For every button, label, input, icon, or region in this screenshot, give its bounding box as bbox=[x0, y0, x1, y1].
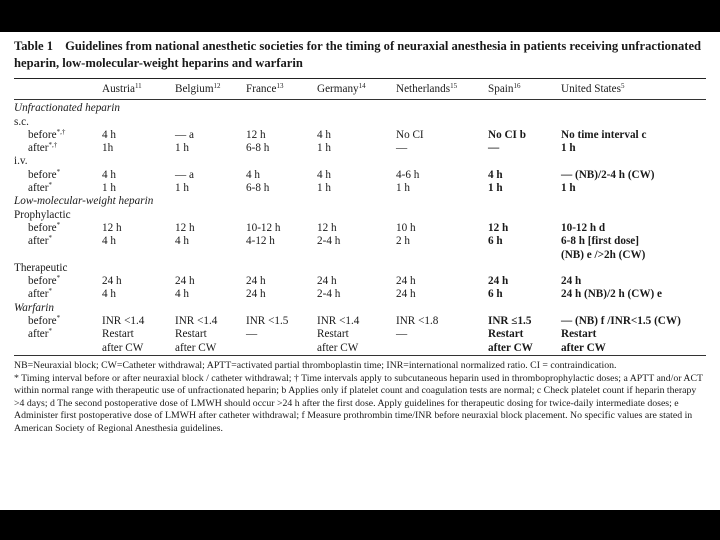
group-row bbox=[14, 209, 706, 222]
table-cell: — a bbox=[175, 168, 194, 181]
footnote-abbreviations: NB=Neuraxial block; CW=Catheter withdrawal; APTT=activated partial thromboplastin time; INR=international normalized ratio. CI = contraindication. bbox=[14, 359, 617, 371]
section-label: Unfractionated heparin bbox=[14, 102, 120, 115]
table-cell bbox=[488, 249, 561, 262]
table-header-row bbox=[14, 79, 706, 100]
table-cell: 6-8 h bbox=[246, 142, 270, 155]
table-cell: No CI bbox=[396, 128, 424, 141]
table-cell: 12 h bbox=[175, 221, 195, 234]
table-cell: Restart bbox=[488, 328, 524, 341]
table-cell: INR <1.4 bbox=[102, 315, 145, 328]
table-body bbox=[14, 102, 706, 355]
table-row bbox=[14, 342, 706, 355]
table-cell: — bbox=[396, 142, 408, 155]
row-label bbox=[14, 249, 102, 262]
group-row bbox=[14, 262, 706, 275]
table-cell: 4 h bbox=[317, 128, 331, 141]
table-cell: Restart bbox=[561, 328, 597, 341]
table-cell: — bbox=[246, 328, 258, 341]
table-cell: 1 h bbox=[175, 182, 189, 195]
table-cell: 4-6 h bbox=[396, 168, 420, 181]
table-cell: 2 h bbox=[396, 235, 410, 248]
section-label: Low-molecular-weight heparin bbox=[14, 195, 154, 208]
table-cell: — (NB) f /INR<1.5 (CW) bbox=[561, 315, 681, 328]
column-header: Germany$^{14}$ bbox=[317, 82, 366, 95]
table-cell: 4 h bbox=[246, 168, 260, 181]
table-row bbox=[14, 129, 706, 142]
section-row bbox=[14, 302, 706, 315]
table-cell: INR <1.4 bbox=[175, 315, 218, 328]
table-cell: 1 h bbox=[488, 182, 503, 195]
table-caption bbox=[14, 38, 706, 72]
table-cell: 6 h bbox=[488, 288, 503, 301]
table-cell: 24 h bbox=[246, 288, 266, 301]
table-cell: 24 h (NB)/2 h (CW) e bbox=[561, 288, 662, 301]
table-row bbox=[14, 142, 706, 155]
table-cell bbox=[396, 249, 488, 262]
table-cell: Restart bbox=[102, 328, 134, 341]
table-cell: 6-8 h bbox=[246, 182, 270, 195]
column-header: Austria$^{11}$ bbox=[102, 82, 142, 95]
table-number: Table 1 bbox=[14, 39, 54, 53]
table-cell: 10-12 h d bbox=[561, 221, 606, 234]
table-cell: 4 h bbox=[102, 288, 116, 301]
table-cell: 4 h bbox=[102, 128, 116, 141]
row-label: before* bbox=[28, 167, 61, 181]
row-label: after* bbox=[28, 327, 52, 341]
group-row bbox=[14, 155, 706, 168]
table-cell: after CW bbox=[561, 341, 606, 354]
table-cell: 24 h bbox=[561, 275, 582, 288]
table-cell: 2-4 h bbox=[317, 288, 341, 301]
table-cell: 10-12 h bbox=[246, 221, 281, 234]
section-row bbox=[14, 195, 706, 208]
table-cell: 24 h bbox=[396, 275, 416, 288]
table-cell: 4 h bbox=[102, 168, 116, 181]
row-label: before*,† bbox=[28, 127, 66, 141]
table-cell: — bbox=[396, 328, 408, 341]
table-cell: — bbox=[488, 142, 500, 155]
table-cell: 4 h bbox=[102, 235, 116, 248]
table-cell: 4 h bbox=[175, 235, 189, 248]
table-document bbox=[14, 38, 706, 436]
group-row bbox=[14, 116, 706, 129]
table-cell: after CW bbox=[317, 341, 359, 354]
table-cell: 10 h bbox=[396, 221, 416, 234]
table-cell bbox=[246, 342, 317, 355]
table-cell: 1 h bbox=[102, 182, 116, 195]
table-cell: Restart bbox=[317, 328, 349, 341]
table-row bbox=[14, 315, 706, 328]
table-title: Guidelines from national anesthetic societies for the timing of neuraxial anesthesia in patients receiving unfractionated heparin, low-molecular-weight heparins and warfarin bbox=[14, 39, 702, 70]
row-label: after* bbox=[28, 234, 52, 248]
table-cell: after CW bbox=[102, 341, 144, 354]
table-cell: 2-4 h bbox=[317, 235, 341, 248]
table-row bbox=[14, 249, 706, 262]
table-cell: 24 h bbox=[246, 275, 266, 288]
table-cell: 24 h bbox=[488, 275, 509, 288]
table-cell: after CW bbox=[175, 341, 217, 354]
table-cell: 1 h bbox=[175, 142, 189, 155]
table-cell: 1 h bbox=[317, 142, 331, 155]
table-cell: INR ≤1.5 bbox=[488, 315, 532, 328]
slide-canvas bbox=[0, 32, 720, 510]
group-label: s.c. bbox=[14, 115, 29, 128]
group-label: Prophylactic bbox=[14, 208, 71, 221]
table-cell: 4 h bbox=[175, 288, 189, 301]
table-cell: after CW bbox=[488, 341, 533, 354]
table-cell: — a bbox=[175, 128, 194, 141]
table-cell: INR <1.4 bbox=[317, 315, 360, 328]
row-label: before* bbox=[28, 220, 61, 234]
table-cell: 24 h bbox=[102, 275, 122, 288]
table-row bbox=[14, 235, 706, 248]
row-label: before* bbox=[28, 274, 61, 288]
table-cell: 1h bbox=[102, 142, 114, 155]
table-cell: 6 h bbox=[488, 235, 503, 248]
footnote-notes: * Timing interval before or after neuraxial block / catheter withdrawal; † Time intervals apply to subcutaneous heparin used in thromboprophylactic doses; a APTT and/or ACT within normal range with therapeutic use of unfractionated heparin; b Applies only if platelet count and coagulation tests are normal; c Check platelet count if heparin therapy >4 days; d The second postoperative dose of LMWH should occur >24 h after the first dose. Apply guidelines for therapeutic dosing for twice-daily intermediate doses; e Administer first postoperative dose of LMWH after catheter withdrawal; f Measure prothrombin time/INR before neuraxial block placement. No specific values are stated in American Society of Regional Anesthesia guidelines. bbox=[14, 372, 703, 434]
table-row bbox=[14, 169, 706, 182]
table-cell: 1 h bbox=[561, 182, 576, 195]
table-cell: 1 h bbox=[396, 182, 410, 195]
table-row bbox=[14, 288, 706, 301]
section-label: Warfarin bbox=[14, 301, 54, 314]
group-label: i.v. bbox=[14, 155, 28, 168]
table-cell: 24 h bbox=[396, 288, 416, 301]
column-header bbox=[14, 79, 102, 100]
table-cell: 24 h bbox=[317, 275, 337, 288]
column-header: United States$^5$ bbox=[561, 82, 625, 95]
table-row bbox=[14, 275, 706, 288]
table-cell: 12 h bbox=[317, 221, 337, 234]
column-header: France$^{13}$ bbox=[246, 82, 284, 95]
table-cell: No CI b bbox=[488, 128, 526, 141]
table-cell: 12 h bbox=[246, 128, 266, 141]
table-row bbox=[14, 222, 706, 235]
row-label: after* bbox=[28, 181, 52, 195]
table-cell: 12 h bbox=[488, 221, 509, 234]
table-row bbox=[14, 182, 706, 195]
table-cell: 4 h bbox=[317, 168, 331, 181]
table-cell: 4 h bbox=[488, 168, 503, 181]
table-row bbox=[14, 328, 706, 341]
footnotes bbox=[14, 356, 706, 436]
table-cell bbox=[102, 249, 175, 262]
column-header: Spain$^{16}$ bbox=[488, 82, 521, 95]
column-header: Netherlands$^{15}$ bbox=[396, 82, 458, 95]
table-cell: 24 h bbox=[175, 275, 195, 288]
table-cell: Restart bbox=[175, 328, 207, 341]
row-label: after* bbox=[28, 287, 52, 301]
table-cell: 1 h bbox=[561, 142, 576, 155]
table-cell: INR <1.5 bbox=[246, 315, 289, 328]
column-header: Belgium$^{12}$ bbox=[175, 82, 221, 95]
section-row bbox=[14, 102, 706, 115]
table-cell: 4-12 h bbox=[246, 235, 275, 248]
table-cell: No time interval c bbox=[561, 128, 647, 141]
table-cell: (NB) e />2h (CW) bbox=[561, 248, 646, 261]
table-cell bbox=[246, 249, 317, 262]
guidelines-table bbox=[14, 79, 706, 355]
table-cell bbox=[175, 249, 246, 262]
table-cell: 6-8 h [first dose] bbox=[561, 235, 639, 248]
row-label: before* bbox=[28, 314, 61, 328]
table-cell: INR <1.8 bbox=[396, 315, 439, 328]
table-cell: — (NB)/2-4 h (CW) bbox=[561, 168, 655, 181]
row-label bbox=[14, 342, 102, 355]
table-cell bbox=[396, 342, 488, 355]
row-label: after*,† bbox=[28, 141, 58, 155]
group-label: Therapeutic bbox=[14, 261, 68, 274]
table-cell bbox=[317, 249, 396, 262]
table-cell: 12 h bbox=[102, 221, 122, 234]
table-cell: 1 h bbox=[317, 182, 331, 195]
